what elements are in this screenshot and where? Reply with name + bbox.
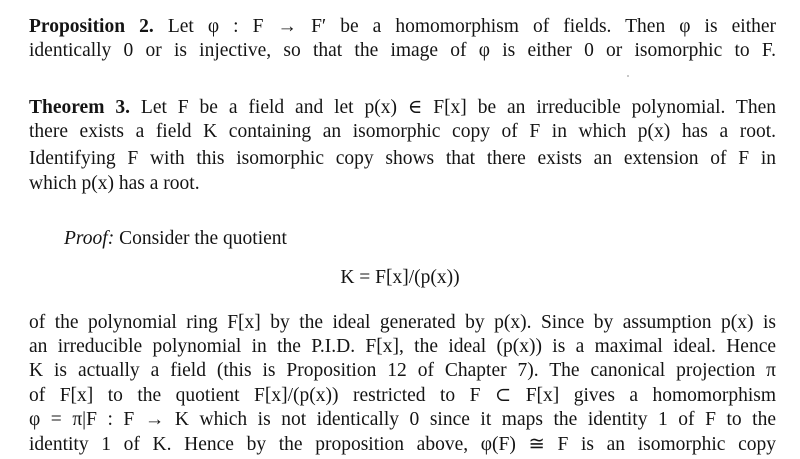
proof-label: Proof:: [64, 228, 115, 249]
proof-line-4: of F[x] to the quotient F[x]/(p(x)) restricted to F ⊂ F[x] gives a homomorphism: [29, 385, 776, 406]
quotient-equation: K = F[x]/(p(x)): [340, 267, 460, 288]
proof-line-1: of the polynomial ring F[x] by the ideal generated by p(x). Since by assumption p(x) is: [29, 312, 776, 333]
proposition-label: Proposition 2.: [29, 16, 154, 37]
proof-line-6: identity 1 of K. Hence by the proposition above, φ(F) ≅ F is an isomorphic copy: [29, 434, 776, 455]
proposition-line-1: [29, 15, 776, 39]
theorem-line-3: Identifying F with this isomorphic copy shows that there exists an extension of F in: [29, 148, 776, 169]
theorem-text-1: Let F be a field and let p(x) ∈ F[x] be an irreducible polynomial. Then: [140, 97, 776, 118]
theorem-line-1: [29, 96, 776, 120]
proof-line-5: φ = π|F : F → K which is not identically 0 since it maps the identity 1 of F to the: [29, 409, 776, 430]
proof-intro: Consider the quotient: [119, 228, 287, 249]
proposition-line-2: identically 0 or is injective, so that the image of φ is either 0 or isomorphic to F.: [29, 40, 776, 61]
proof-line-2: an irreducible polynomial in the P.I.D. F[x], the ideal (p(x)) is a maximal ideal. Hence: [29, 336, 776, 357]
theorem-label: Theorem 3.: [29, 97, 130, 118]
scan-speck: [627, 75, 629, 77]
proof-intro-line: [64, 227, 287, 251]
proposition-text-1: Let φ : F → F′ be a homomorphism of fields. Then φ is either: [167, 16, 777, 37]
theorem-line-2: there exists a field K containing an isomorphic copy of F in which p(x) has a root.: [29, 121, 776, 142]
theorem-line-4: which p(x) has a root.: [29, 173, 200, 194]
proof-line-3: K is actually a field (this is Proposition 12 of Chapter 7). The canonical projection π: [29, 360, 776, 381]
